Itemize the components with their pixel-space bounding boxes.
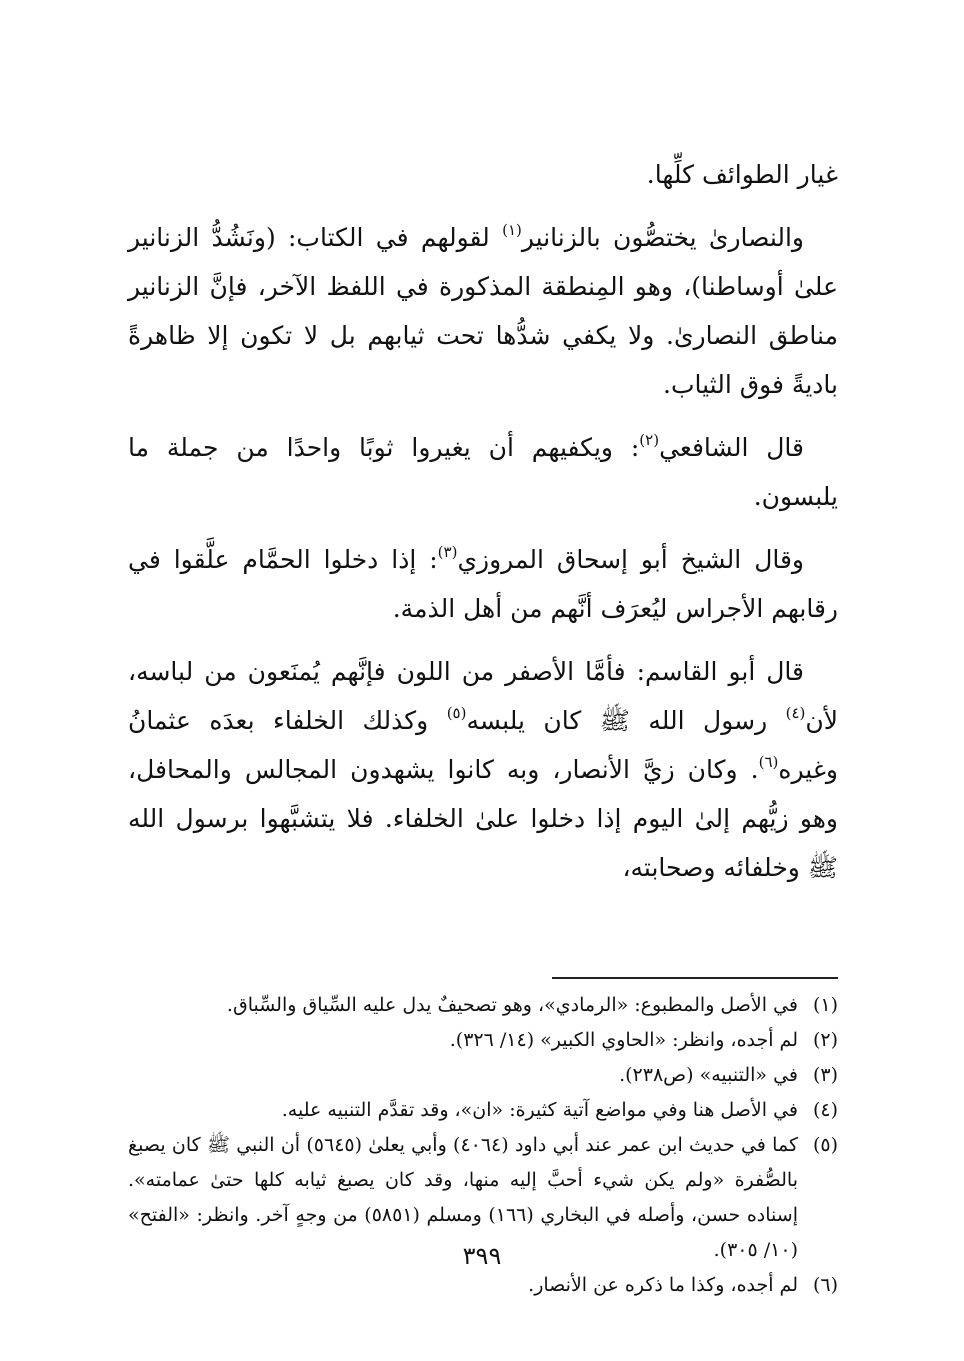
paragraph-5 [128, 647, 838, 892]
footnote-4 [128, 1093, 838, 1128]
paragraph-4 [128, 535, 838, 633]
footnote-number: (٤) [812, 1099, 838, 1121]
paragraph-text: غيار الطوائف كلِّها. [646, 160, 838, 189]
footnote-3 [128, 1058, 838, 1093]
paragraph-text: . وكان زيَّ الأنصار، وبه كانوا يشهدون المجالس والمحافل، وهو زيُّهم إلىٰ اليوم إذا دخلوا علىٰ الخلفاء. فلا يتشبَّهوا برسول الله ﷺ وخلفائه وصحابته، [128, 755, 838, 882]
paragraph-text: لقولهم في الكتاب: (ونَشُدُّ الزنانير علىٰ أوساطنا)، وهو المِنطقة المذكورة في اللفظ الآخر، فإنَّ الزنانير مناطق النصارىٰ. ولا يكفي شدُّها تحت ثيابهم بل لا تكون إلا ظاهرةً باديةً فوق الثياب. [128, 223, 838, 399]
footnote-1 [128, 988, 838, 1023]
paragraph-2 [128, 213, 838, 409]
footnote-number: (٦) [812, 1274, 838, 1296]
footnote-text: في الأصل هنا وفي مواضع آتية كثيرة: «ان»، وقد تقدَّم التنبيه عليه. [281, 1099, 798, 1121]
paragraph-text: قال الشافعي [659, 433, 804, 462]
footnote-ref-4[interactable]: (٤) [785, 704, 806, 722]
paragraph-text: والنصارىٰ يختصُّون بالزنانير [521, 223, 805, 252]
footnote-ref-1[interactable]: (١) [502, 221, 522, 239]
footnote-text: لم أجده، وكذا ما ذكره عن الأنصار. [528, 1274, 798, 1296]
paragraph-3 [128, 423, 838, 521]
footnote-ref-3[interactable]: (٣) [437, 543, 458, 561]
footnote-2 [128, 1023, 838, 1058]
page-number: ٣٩٩ [462, 1242, 502, 1270]
footnote-number: (٣) [812, 1064, 838, 1086]
footnote-text: في الأصل والمطبوع: «الرمادي»، وهو تصحيفٌ يدل عليه السِّياق والسِّباق. [226, 994, 798, 1016]
footnote-number: (٥) [812, 1134, 838, 1156]
footnote-text: كما في حديث ابن عمر عند أبي داود (٤٠٦٤) وأبي يعلىٰ (٥٦٤٥) أن النبي ﷺ كان يصبغ بالصُّفرة «ولم يكن شيء أحبَّ إليه منها، وقد كان يصبغ ثيابه كلها حتىٰ عمامته». إسناده حسن، وأصله في البخاري (١٦٦) ومسلم (٥٨٥١) من وجهٍ آخر. وانظر: «الفتح» (١٠/ ٣٠٥). [128, 1134, 798, 1261]
footnote-number: (٢) [812, 1029, 838, 1051]
footnote-number: (١) [812, 994, 838, 1016]
paragraph-text: وقال الشيخ أبو إسحاق المروزي [457, 545, 804, 574]
paragraph-text: : ويكفيهم أن يغيروا ثوبًا واحدًا من جملة ما يلبسون. [128, 433, 838, 511]
footnote-6 [128, 1268, 838, 1303]
paragraph-text: رسول الله ﷺ كان يلبسه [466, 706, 786, 735]
footnote-ref-2[interactable]: (٢) [639, 431, 660, 449]
paragraph-1 [128, 150, 838, 199]
footnote-text: في «التنبيه» (ص٢٣٨). [619, 1064, 798, 1086]
paragraph-text: : إذا دخلوا الحمَّام علَّقوا في رقابهم الأجراس ليُعرَف أنَّهم من أهل الذمة. [128, 545, 838, 623]
paragraph-text: وكذلك الخلفاء بعدَه عثمانُ وغيره [128, 706, 838, 784]
footnote-separator [552, 977, 838, 979]
paragraph-text: قال أبو القاسم: فأمَّا الأصفر من اللون فإنَّهم يُمنَعون من لباسه، لأن [128, 657, 838, 735]
footnote-ref-6[interactable]: (٦) [758, 753, 779, 771]
footnote-ref-5[interactable]: (٥) [446, 704, 467, 722]
footnote-text: لم أجده، وانظر: «الحاوي الكبير» (١٤/ ٣٢٦). [449, 1029, 798, 1051]
main-text [128, 150, 838, 892]
